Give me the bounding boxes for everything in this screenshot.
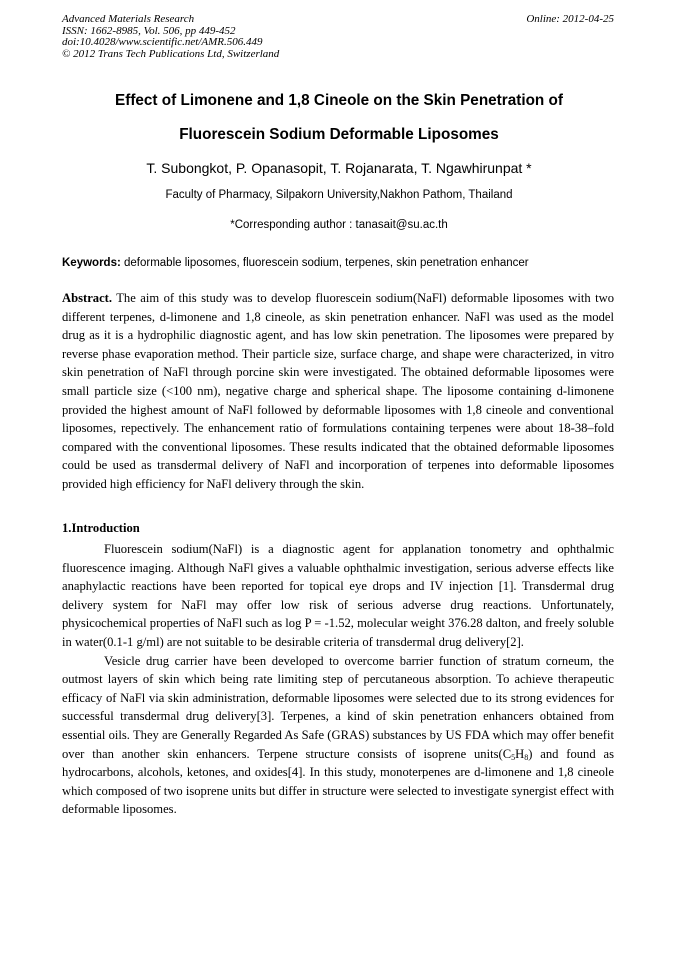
affiliation: Faculty of Pharmacy, Silpakorn University,Nakhon Pathom, Thailand [165, 189, 513, 201]
paper-title-line-2: Fluorescein Sodium Deformable Liposomes [179, 126, 499, 143]
abstract [62, 289, 614, 494]
keywords-label: Keywords: [62, 257, 121, 269]
keywords-text: deformable liposomes, fluorescein sodium, terpenes, skin penetration enhancer [120, 257, 529, 269]
journal-header [62, 14, 279, 60]
introduction-body [62, 540, 614, 819]
online-date: Online: 2012-04-25 [526, 13, 614, 25]
abstract-text: The aim of this study was to develop fluorescein sodium(NaFl) deformable liposomes with two different terpenes, d-limonene and 1,8 cineole, as skin penetration enhancer. NaFl was used as the model drug as it is a hydrophilic diagnostic agent, and has low skin penetration. The liposomes were prepared by reverse phase evaporation method. Their particle size, surface charge, and shape were characterized, in vitro skin penetration of NaFl through porcine skin were investigated. The obtained deformable liposomes were small particle size (<100 nm), negative charge and spherical shape. The liposome containing d-limonene provided the highest amount of NaFl followed by deformable liposomes with 1,8 cineole and conventional liposomes, repectively. The enhancement ratio of formulations containing terpenes were about 18-38–fold compared with the conventional liposomes. These results indicated that the obtained deformable liposomes could be used as transdermal delivery of NaFl and incorporation of terpenes into deformable liposomes provided high efficiency for NaFl delivery through the skin. [62, 291, 614, 491]
author-list: T. Subongkot, P. Opanasopit, T. Rojanarata, T. Ngawhirunpat * [146, 160, 532, 176]
paper-title-line-1: Effect of Limonene and 1,8 Cineole on the Skin Penetration of [115, 92, 563, 109]
section-heading-introduction: 1.Introduction [62, 521, 140, 535]
copyright-line: © 2012 Trans Tech Publications Ltd, Switzerland [62, 47, 280, 60]
keywords [62, 257, 622, 269]
journal-name: Advanced Materials Research [62, 13, 195, 25]
doi-line: doi:10.4028/www.scientific.net/AMR.506.449 [62, 36, 263, 48]
intro-paragraph-1: Fluorescein sodium(NaFl) is a diagnostic agent for applanation tonometry and ophthalmic fluorescence imaging. Although NaFl gives a valuable ophthalmic investigation, serious adverse effects like anaphylactic reactions have been reported for topical eye drops and IV injection [1]. Transdermal drug delivery system for NaFl may offer low risk of serious adverse drug reactions. Unfortunately, physicochemical properties of NaFl such as log P = -1.52, molecular weight 376.28 dalton, and freely soluble in water(0.1-1 g/ml) are not suitable to be desirable criteria of transdermal drug delivery[2]. [62, 542, 614, 649]
intro-paragraph-2: Vesicle drug carrier have been developed to overcome barrier function of stratum corneum, the outmost layers of skin which being rate limiting step of percutaneous absorption. To achieve therapeutic efficacy of NaFl via skin administration, deformable liposomes were selected due to its strong evidences for successful transdermal drug delivery[3]. Terpenes, a kind of skin penetration enhancers obtained from essential oils. They are Generally Regarded As Safe (GRAS) substances by US FDA which may offer benefit over than another skin enhancers. Terpene structure consists of isoprene $units(C_5H_8)$ and found as hydrocarbons, alcohols, ketones, and oxides[4]. In this study, monoterpenes are d-limonene and 1,8 cineole which composed of two isoprene units but differ in structure were selected to investigate synergist effect with deformable liposomes. [62, 653, 614, 817]
issn-line: ISSN: 1662-8985, Vol. 506, pp 449-452 [62, 24, 236, 37]
abstract-label: Abstract. [62, 291, 113, 305]
corresponding-author: *Corresponding author : tanasait@su.ac.th [230, 219, 448, 231]
